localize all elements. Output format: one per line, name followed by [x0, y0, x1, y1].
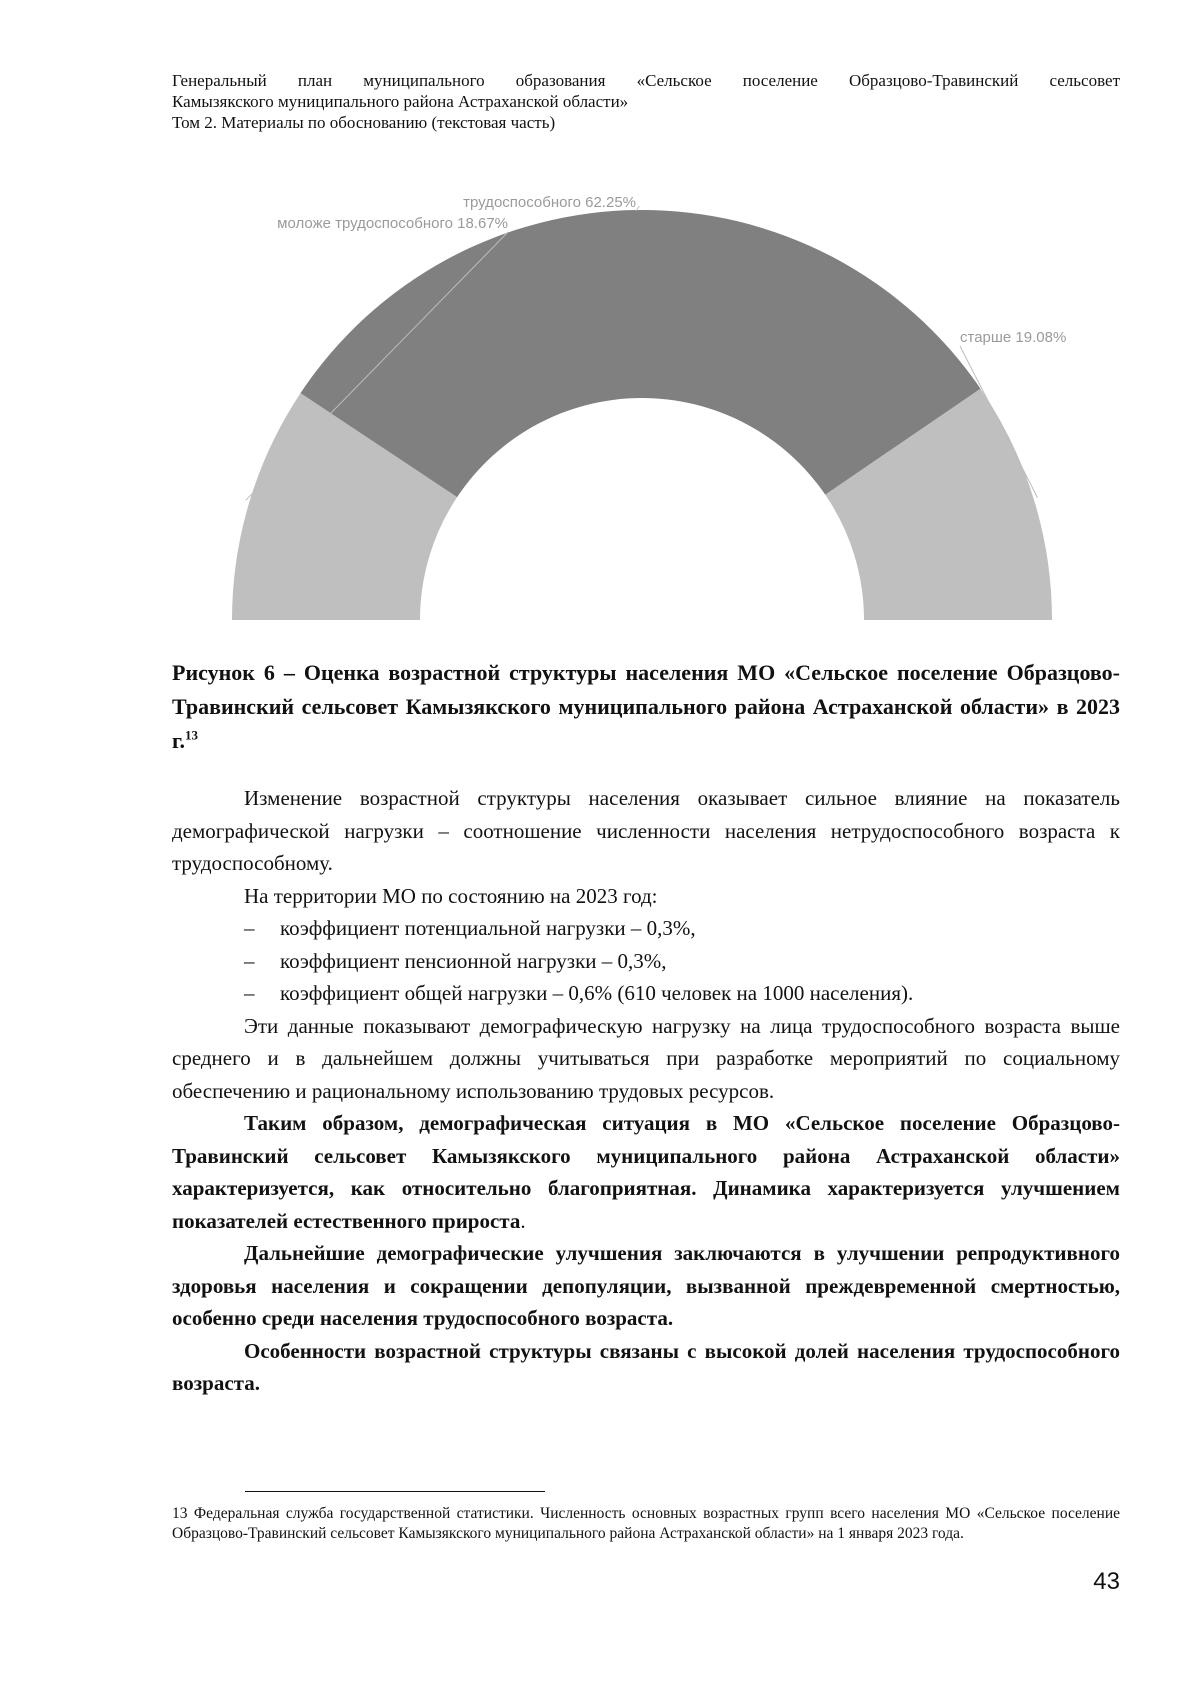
page-number: 43: [1093, 1568, 1120, 1595]
age-structure-chart: [0, 170, 1200, 640]
figure-caption: [172, 656, 1120, 758]
header-line-2: Камызякского муниципального района Астраханской области»: [172, 92, 629, 111]
list-item-text: коэффициент общей нагрузки – 0,6% (610 человек на 1000 населения).: [280, 981, 914, 1005]
body-text: [172, 782, 1120, 1400]
paragraph-bold: Особенности возрастной структуры связаны с высокой долей населения трудоспособного возраста.: [172, 1338, 1120, 1395]
list-dash: –: [244, 916, 255, 940]
footnote: 13 Федеральная служба государственной статистики. Численность основных возрастных групп всего населения МО «Сельское поселение Образцово-Травинский сельсовет Камызякского муниципального района Астраханской области» на 1 января 2023 года.: [172, 1505, 1120, 1542]
page-header: [172, 70, 1120, 133]
caption-footnote-ref: 13: [185, 727, 199, 743]
list-item: [172, 977, 1120, 1010]
caption-text: Рисунок 6 – Оценка возрастной структуры населения МО «Сельское поселение Образцово-Травинский сельсовет Камызякского муниципального района Астраханской области» в 2023 г.: [172, 660, 1120, 753]
list-item: [172, 912, 1120, 945]
chart-data-label: моложе трудоспособного 18.67%: [277, 215, 508, 232]
header-line-1: Генеральный план муниципального образования «Сельское поселение Образцово-Травинский сельсовет: [172, 71, 1120, 90]
list-item-text: коэффициент потенциальной нагрузки – 0,3%,: [280, 916, 696, 940]
list-item-text: коэффициент пенсионной нагрузки – 0,3%,: [280, 948, 667, 973]
footnote-rule: [245, 1491, 545, 1492]
list-dash: –: [244, 948, 255, 973]
paragraph: На территории МО по состоянию на 2023 год:: [244, 883, 658, 908]
paragraph-bold: Дальнейшие демографические улучшения заключаются в улучшении репродуктивного здоровья населения и сокращении депопуляции, вызванной преждевременной смертностью, особенно среди населения трудоспособного возраста.: [172, 1241, 1120, 1330]
conclusion-period: .: [520, 1208, 526, 1233]
list-dash: –: [244, 981, 255, 1005]
conclusion-paragraph: [172, 1107, 1120, 1237]
chart-slice: [301, 210, 981, 497]
chart-data-label: старше 19.08%: [960, 329, 1067, 346]
paragraph: Эти данные показывают демографическую нагрузку на лица трудоспособного возраста выше среднего и в дальнейшем должны учитываться при разработке мероприятий по социальному обеспечению и рациональному использованию трудовых ресурсов.: [172, 1013, 1120, 1103]
list-item: [172, 945, 1120, 978]
conclusion-bold: Таким образом, демографическая ситуация в МО «Сельское поселение Образцово-Травинский сельсовет Камызякского муниципального района Астраханской области» характеризуется, как относительно благоприятная. Динамика характеризуется улучшением показателей естественного прироста: [172, 1111, 1120, 1233]
chart-data-label: трудоспособного 62.25%: [463, 194, 636, 211]
header-line-3: Том 2. Материалы по обоснованию (текстовая часть): [172, 113, 556, 132]
paragraph: Изменение возрастной структуры населения оказывает сильное влияние на показатель демографической нагрузки – соотношение численности населения нетрудоспособного возраста к трудоспособному.: [172, 786, 1120, 875]
